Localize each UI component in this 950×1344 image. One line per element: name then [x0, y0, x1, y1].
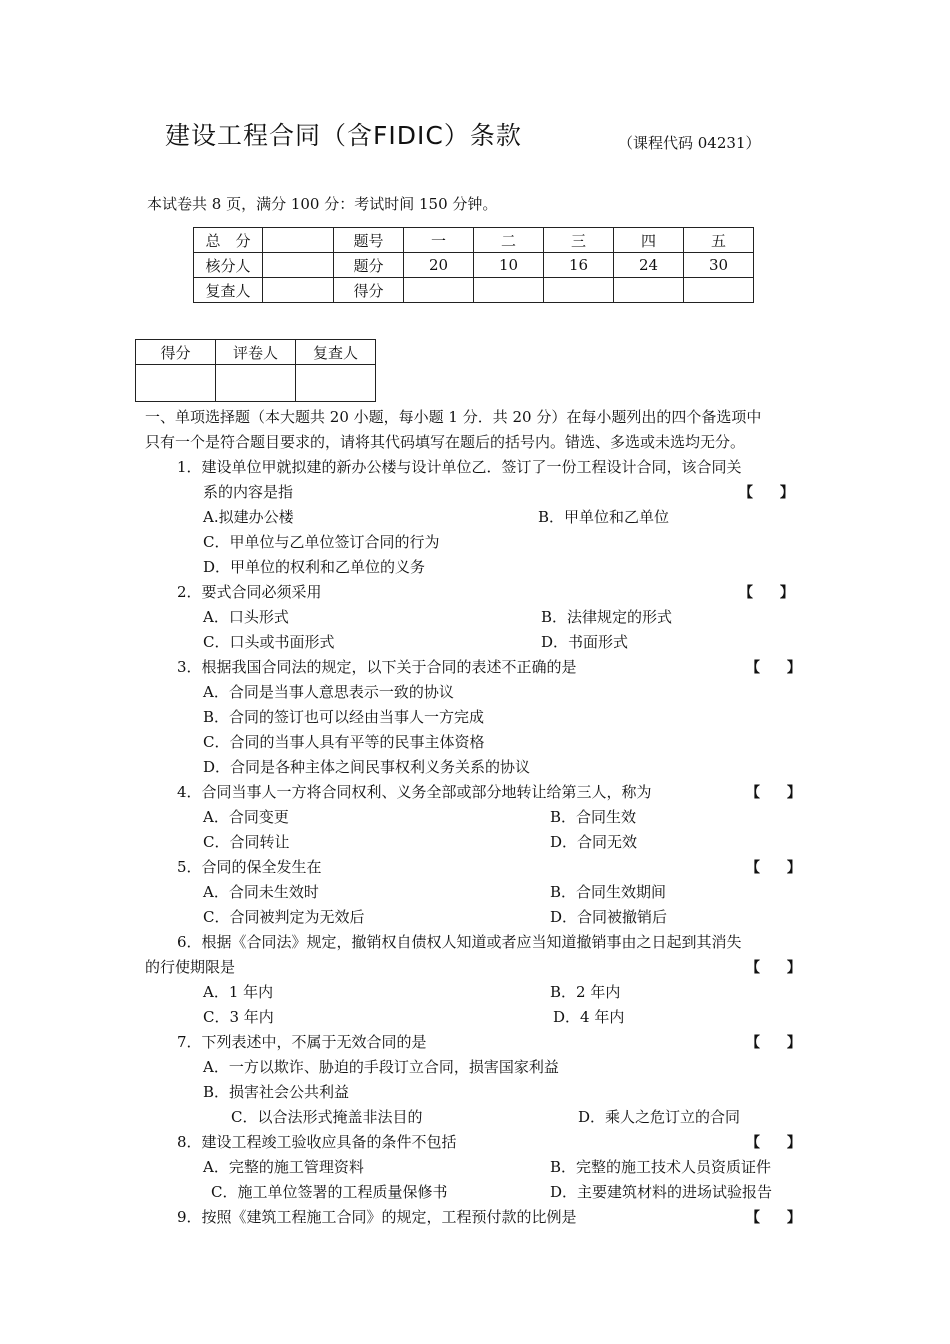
option: C．施工单位签署的工程质量保修书 [211, 1183, 448, 1201]
question-stem: 1．建设单位甲就拟建的新办公楼与设计单位乙．签订了一份工程设计合同，该合同关 [177, 458, 742, 476]
question-stem: 的行使期限是 [145, 958, 236, 976]
table-cell: 三 [544, 228, 614, 253]
page-title: 建设工程合同（含FIDIC）条款 [165, 121, 522, 150]
section-instructions: 一、单项选择题（本大题共 20 小题，每小题 1 分．共 20 分）在每小题列出的四个备选项中 [145, 408, 762, 426]
question-stem: 4．合同当事人一方将合同权利、义务全部或部分地转让给第三人，称为 [177, 783, 652, 801]
table-cell [296, 365, 376, 402]
answer-bracket: 【 】 [746, 1135, 801, 1151]
question-stem: 9．按照《建筑工程施工合同》的规定，工程预付款的比例是 [177, 1208, 577, 1226]
answer-bracket: 【 】 [739, 585, 794, 601]
answer-bracket: 【 】 [739, 485, 794, 501]
option: A.拟建办公楼 [203, 508, 294, 526]
option: B．完整的施工技术人员资质证件 [550, 1158, 772, 1176]
option: C．合同的当事人具有平等的民事主体资格 [203, 733, 485, 751]
table-cell [614, 278, 684, 303]
section-instructions: 只有一个是符合题目要求的，请将其代码填写在题后的括号内。错选、多选或未选均无分。 [145, 433, 746, 451]
question-stem: 5．合同的保全发生在 [177, 858, 322, 876]
question-stem: 系的内容是指 [203, 483, 294, 501]
option: D．主要建筑材料的进场试验报告 [550, 1183, 773, 1201]
table-cell: 16 [544, 253, 614, 278]
answer-bracket: 【 】 [746, 960, 801, 976]
exam-intro: 本试卷共 8 页，满分 100 分：考试时间 150 分钟。 [147, 195, 498, 213]
question-stem: 7．下列表述中，不属于无效合同的是 [177, 1033, 427, 1051]
table-cell: 复查人 [194, 278, 263, 303]
table-cell [263, 228, 334, 253]
option: B．合同生效期间 [550, 883, 667, 901]
option: A．合同是当事人意思表示一致的协议 [203, 683, 454, 701]
option: C．合同被判定为无效后 [203, 908, 365, 926]
table-cell [216, 365, 296, 402]
question-stem: 8．建设工程竣工验收应具备的条件不包括 [177, 1133, 457, 1151]
table-row [194, 278, 754, 303]
table-cell: 核分人 [194, 253, 263, 278]
question-stem: 6．根据《合同法》规定，撤销权自债权人知道或者应当知道撤销事由之日起到其消失 [177, 933, 742, 951]
question-stem: 2．要式合同必须采用 [177, 583, 322, 601]
table-cell [684, 278, 754, 303]
table-row [136, 365, 376, 402]
table-cell: 五 [684, 228, 754, 253]
table-cell: 24 [614, 253, 684, 278]
grader-table [135, 339, 376, 402]
table-cell [544, 278, 614, 303]
option: A．合同未生效时 [203, 883, 319, 901]
table-cell: 得分 [136, 340, 216, 365]
table-cell [474, 278, 544, 303]
question-stem: 3．根据我国合同法的规定，以下关于合同的表述不正确的是 [177, 658, 577, 676]
option: B．损害社会公共利益 [203, 1083, 350, 1101]
option: C．合同转让 [203, 833, 290, 851]
option: A．完整的施工管理资料 [203, 1158, 364, 1176]
table-cell [136, 365, 216, 402]
score-summary-table [193, 227, 754, 303]
answer-bracket: 【 】 [746, 660, 801, 676]
table-cell: 总 分 [194, 228, 263, 253]
table-cell [263, 278, 334, 303]
option: A．合同变更 [203, 808, 289, 826]
option: D．书面形式 [541, 633, 629, 651]
option: D．乘人之危订立的合同 [578, 1108, 741, 1126]
table-cell: 复查人 [296, 340, 376, 365]
table-cell [263, 253, 334, 278]
table-cell: 题分 [334, 253, 404, 278]
answer-bracket: 【 】 [746, 860, 801, 876]
option: B．甲单位和乙单位 [538, 508, 670, 526]
table-cell: 一 [404, 228, 474, 253]
table-cell: 评卷人 [216, 340, 296, 365]
option: A．口头形式 [203, 608, 289, 626]
table-row [136, 340, 376, 365]
table-cell: 20 [404, 253, 474, 278]
option: C．甲单位与乙单位签订合同的行为 [203, 533, 440, 551]
option: A．1 年内 [203, 983, 274, 1001]
option: D．合同是各种主体之间民事权利义务关系的协议 [203, 758, 531, 776]
option: B．2 年内 [550, 983, 621, 1001]
table-cell: 10 [474, 253, 544, 278]
table-cell: 二 [474, 228, 544, 253]
option: D．合同无效 [550, 833, 638, 851]
option: B．合同生效 [550, 808, 637, 826]
answer-bracket: 【 】 [746, 1035, 801, 1051]
table-cell: 题号 [334, 228, 404, 253]
answer-bracket: 【 】 [746, 785, 801, 801]
table-cell: 30 [684, 253, 754, 278]
answer-bracket: 【 】 [746, 1210, 801, 1226]
table-cell: 四 [614, 228, 684, 253]
option: D．4 年内 [553, 1008, 625, 1026]
table-row [194, 228, 754, 253]
option: B．合同的签订也可以经由当事人一方完成 [203, 708, 485, 726]
table-row [194, 253, 754, 278]
option: A．一方以欺诈、胁迫的手段订立合同，损害国家利益 [203, 1058, 559, 1076]
course-code: （课程代码 04231） [618, 134, 761, 152]
option: D．甲单位的权利和乙单位的义务 [203, 558, 426, 576]
table-cell: 得分 [334, 278, 404, 303]
option: B．法律规定的形式 [541, 608, 673, 626]
option: C．以合法形式掩盖非法目的 [231, 1108, 423, 1126]
option: C．口头或书面形式 [203, 633, 335, 651]
option: D．合同被撤销后 [550, 908, 668, 926]
option: C．3 年内 [203, 1008, 274, 1026]
table-cell [404, 278, 474, 303]
